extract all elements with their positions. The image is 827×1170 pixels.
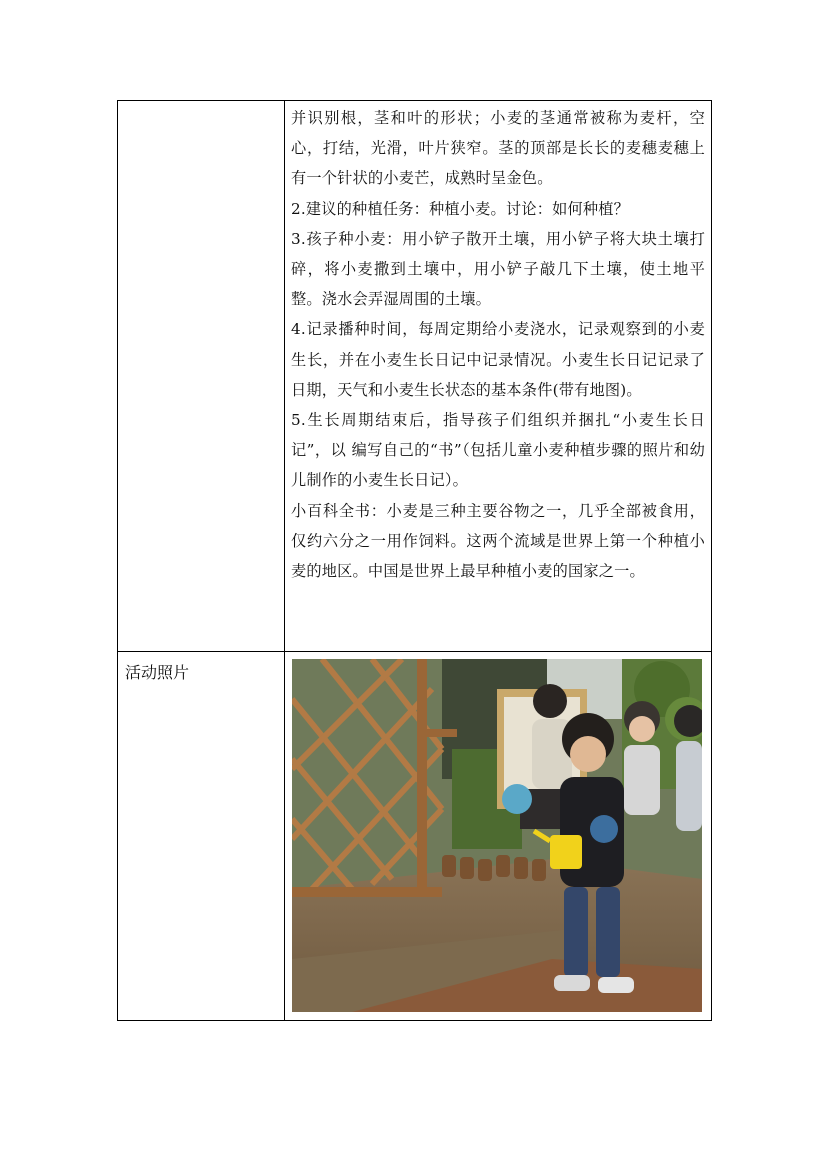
activity-photo	[292, 659, 702, 1012]
row-label-activity-photo: 活动照片	[125, 663, 190, 682]
activity-description	[285, 101, 711, 586]
paragraph-observation: 并识别根，茎和叶的形状；小麦的茎通常被称为麦杆，空心，打结，光滑，叶片狭窄。茎的顶部是长长的麦穗麦穗上有一个针状的小麦芒，成熟时呈金色。	[291, 109, 705, 188]
paragraph-recording: 4.记录播种时间，每周定期给小麦浇水，记录观察到的小麦生长，并在小麦生长日记中记录情况。小麦生长日记记录了日期，天气和小麦生长状态的基本条件(带有地图)。	[291, 320, 705, 399]
row-label-cell	[118, 101, 285, 652]
table-row	[118, 652, 712, 1021]
content-cell	[285, 101, 712, 652]
row-label	[118, 101, 284, 107]
table-row	[118, 101, 712, 652]
paragraph-task: 2.建议的种植任务：种植小麦。讨论：如何种植？	[291, 199, 630, 218]
photo-cell	[285, 652, 712, 1021]
paragraph-encyclopedia: 小百科全书：小麦是三种主要谷物之一，几乎全部被食用，仅约六分之一用作饲料。这两个流域是世界上第一个种植小麦的地区。中国是世界上最早种植小麦的国家之一。	[291, 501, 705, 581]
row-label-cell	[118, 652, 285, 1021]
paragraph-planting: 3.孩子种小麦：用小铲子散开土壤，用小铲子将大块土壤打碎，将小麦撒到土壤中，用小铲子敲几下土壤，使土地平整。浇水会弄湿周围的土壤。	[291, 229, 705, 309]
activity-table	[117, 100, 712, 1021]
paragraph-diary: 5.生长周期结束后，指导孩子们组织并捆扎“小麦生长日记”，以 编写自己的“书”（包括儿童小麦种植步骤的照片和幼儿制作的小麦生长日记）。	[291, 411, 705, 490]
garden-photo-illustration	[292, 659, 702, 1012]
